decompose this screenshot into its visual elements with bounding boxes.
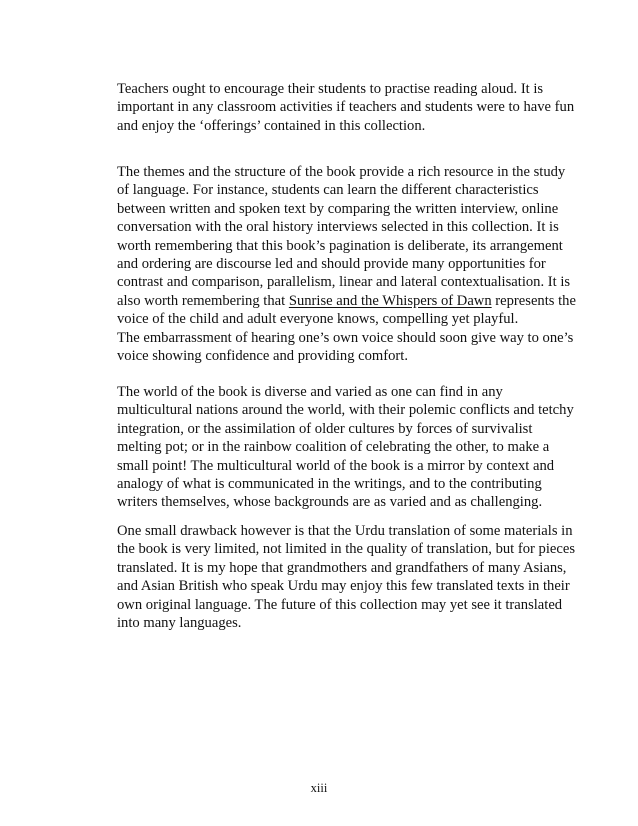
text-line: and Asian British who speak Urdu may enjoy this few translated texts in their <box>117 578 570 595</box>
text-line: voice showing confidence and providing comfort. <box>117 348 408 365</box>
text-line: the book is very limited, not limited in the quality of translation, but for pieces <box>117 541 575 558</box>
text-line: The themes and the structure of the book provide a rich resource in the study <box>117 164 566 180</box>
paragraph-multicultural-world <box>117 383 581 512</box>
text-line: translated. It is my hope that grandmothers and grandfathers of many Asians, <box>117 559 567 576</box>
text-line: integration, or the assimilation of older cultures by forces of survivalist <box>117 420 533 437</box>
text-line-with-title <box>117 292 581 310</box>
text-line: and enjoy the ‘offerings’ contained in this collection. <box>117 117 426 134</box>
text-line: melting pot; or in the rainbow coalition of celebrating the other, to make a <box>117 439 550 456</box>
text-line: and ordering are discourse led and should provide many opportunities for <box>117 256 546 273</box>
text-line: One small drawback however is that the Urdu translation of some materials in <box>117 523 573 539</box>
text-line: analogy of what is communicated in the writings, and to the contributing <box>117 476 542 493</box>
page-number: xiii <box>310 781 328 795</box>
text-line: of language. For instance, students can learn the different characteristics <box>117 182 539 199</box>
text-line: writers themselves, whose backgrounds are as varied and as challenging. <box>117 494 543 511</box>
text-line: small point! The multicultural world of the book is a mirror by context and <box>117 457 555 474</box>
text-line: multicultural nations around the world, with their polemic conflicts and tetchy <box>117 402 574 419</box>
book-title: Sunrise and the Whispers of Dawn <box>288 292 492 309</box>
text-line: contrast and comparison, parallelism, linear and lateral contextualisation. It is <box>117 274 571 291</box>
text-line: conversation with the oral history interviews selected in this collection. It is <box>117 219 559 236</box>
title-line-suffix: represents the <box>491 292 576 309</box>
title-line-prefix: also worth remembering that <box>117 292 289 309</box>
text-line: worth remembering that this book’s pagination is deliberate, its arrangement <box>117 237 563 254</box>
text-line: between written and spoken text by comparing the written interview, online <box>117 200 559 217</box>
text-line: The world of the book is diverse and varied as one can find in any <box>117 384 503 400</box>
text-line: Teachers ought to encourage their students to practise reading aloud. It is <box>117 81 544 97</box>
text-line: important in any classroom activities if teachers and students were to have fun <box>117 99 575 116</box>
text-line: voice of the child and adult everyone knows, compelling yet playful. <box>117 311 519 328</box>
paragraph-reading-aloud <box>117 80 581 135</box>
text-line: into many languages. <box>117 615 242 632</box>
paragraph-urdu-translation <box>117 522 581 632</box>
text-line: own original language. The future of this collection may yet see it translated <box>117 596 563 613</box>
text-line: The embarrassment of hearing one’s own voice should soon give way to one’s <box>117 329 574 346</box>
paragraph-themes-structure <box>117 163 581 365</box>
